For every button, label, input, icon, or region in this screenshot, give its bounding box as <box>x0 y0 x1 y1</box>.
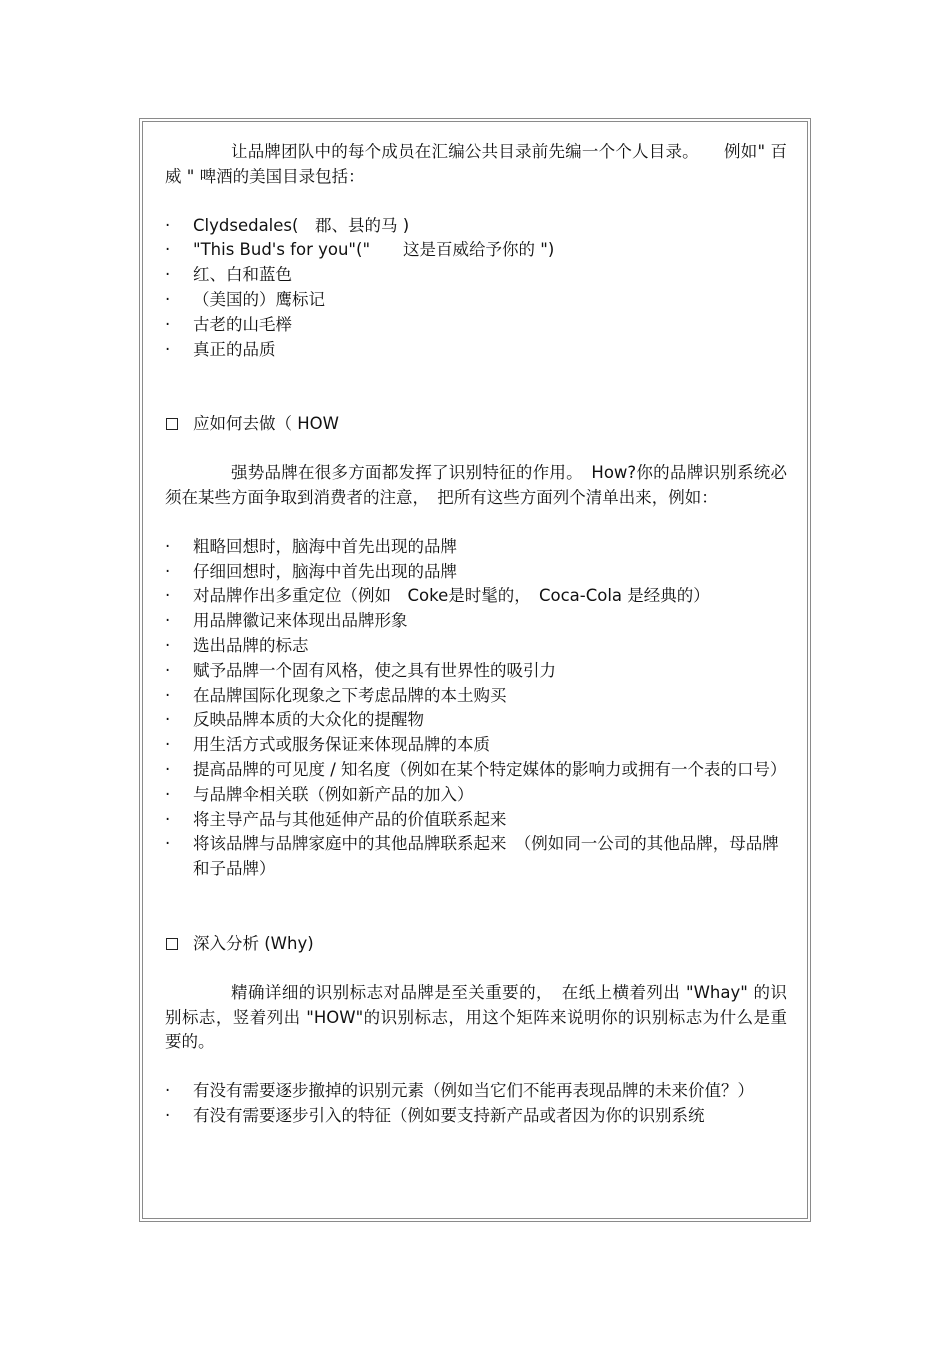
bullet-dot-icon: · <box>165 834 171 854</box>
bullet-dot-icon: · <box>165 660 171 680</box>
list-item-text: 粗略回想时，脑海中首先出现的品牌 <box>193 536 457 556</box>
section-how-heading <box>165 412 787 437</box>
section-why-heading-text: 深入分析 (Why) <box>193 933 314 953</box>
bullet-dot-icon: · <box>165 685 171 705</box>
section-why-paragraph: 精确详细的识别标志对品牌是至关重要的， 在纸上横着列出 "Whay" 的识别标志，竖着列出 "HOW"的识别标志，用这个矩阵来说明你的识别标志为什么是重要的。 <box>165 982 787 1052</box>
checkbox-square-icon <box>166 418 178 430</box>
list-item-text: 有没有需要逐步撤掉的识别元素（例如当它们不能再表现品牌的未来价值？） <box>193 1081 754 1101</box>
list-item <box>165 263 787 288</box>
bullet-dot-icon: · <box>165 759 171 779</box>
list-item <box>165 659 787 684</box>
section-how-list <box>165 535 787 882</box>
bullet-dot-icon: · <box>165 611 171 631</box>
document-body <box>165 140 787 1218</box>
bullet-dot-icon: · <box>165 536 171 556</box>
spacer <box>165 362 787 412</box>
spacer <box>165 511 787 535</box>
checkbox-square-icon <box>166 938 178 950</box>
list-item-text: 赋予品牌一个固有风格，使之具有世界性的吸引力 <box>193 660 556 680</box>
list-item-text: 红、白和蓝色 <box>193 265 292 285</box>
spacer <box>165 957 787 981</box>
list-item <box>165 214 787 239</box>
bullet-dot-icon: · <box>165 809 171 829</box>
bullet-dot-icon: · <box>165 265 171 285</box>
budweiser-list <box>165 214 787 363</box>
list-item <box>165 560 787 585</box>
list-item-text: 用品牌徽记来体现出品牌形象 <box>193 611 408 631</box>
list-item-text: 对品牌作出多重定位（例如 Coke是时髦的， Coca-Cola 是经典的） <box>193 586 710 606</box>
list-item-text: 反映品牌本质的大众化的提醒物 <box>193 710 424 730</box>
bullet-dot-icon: · <box>165 314 171 334</box>
list-item-text: 真正的品质 <box>193 339 276 359</box>
list-item <box>165 238 787 263</box>
list-item <box>165 832 787 882</box>
list-item <box>165 634 787 659</box>
list-item-text: 将该品牌与品牌家庭中的其他品牌联系起来 （例如同一公司的其他品牌，母品牌和子品牌） <box>193 834 779 879</box>
bullet-dot-icon: · <box>165 784 171 804</box>
spacer <box>165 1055 787 1079</box>
list-item <box>165 808 787 833</box>
list-item <box>165 535 787 560</box>
section-how-paragraph: 强势品牌在很多方面都发挥了识别特征的作用。 How?你的品牌识别系统必须在某些方面争取到消费者的注意， 把所有这些方面列个清单出来，例如： <box>165 463 787 507</box>
spacer <box>165 882 787 932</box>
section-why-list <box>165 1079 787 1129</box>
list-item <box>165 338 787 363</box>
list-item-text: 选出品牌的标志 <box>193 635 309 655</box>
list-item-text: （美国的）鹰标记 <box>193 289 325 309</box>
bullet-dot-icon: · <box>165 1081 171 1101</box>
list-item <box>165 609 787 634</box>
section-how-heading-text: 应如何去做（ HOW <box>193 414 339 434</box>
bullet-dot-icon: · <box>165 1105 171 1125</box>
bullet-dot-icon: · <box>165 339 171 359</box>
list-item <box>165 758 787 783</box>
list-item-text: 将主导产品与其他延伸产品的价值联系起来 <box>193 809 507 829</box>
list-item-text: 有没有需要逐步引入的特征（例如要支持新产品或者因为你的识别系统 <box>193 1105 705 1125</box>
list-item <box>165 584 787 609</box>
list-item-text: "This Bud's for you"(" 这是百威给予你的 ") <box>193 240 555 260</box>
bullet-dot-icon: · <box>165 735 171 755</box>
intro-paragraph: 让品牌团队中的每个成员在汇编公共目录前先编一个个人目录。 例如" 百威 " 啤酒的美国目录包括： <box>165 142 787 186</box>
list-item <box>165 313 787 338</box>
spacer <box>165 437 787 461</box>
bullet-dot-icon: · <box>165 710 171 730</box>
list-item <box>165 1079 787 1104</box>
list-item <box>165 733 787 758</box>
bullet-dot-icon: · <box>165 240 171 260</box>
bullet-dot-icon: · <box>165 586 171 606</box>
list-item <box>165 1104 787 1129</box>
list-item <box>165 783 787 808</box>
section-why-heading <box>165 932 787 957</box>
list-item-text: 用生活方式或服务保证来体现品牌的本质 <box>193 735 490 755</box>
spacer <box>165 190 787 214</box>
list-item <box>165 288 787 313</box>
list-item-text: 古老的山毛榉 <box>193 314 292 334</box>
list-item-text: Clydsedales( 郡、县的马 ) <box>193 215 410 235</box>
bullet-dot-icon: · <box>165 561 171 581</box>
list-item-text: 提高品牌的可见度 / 知名度（例如在某个特定媒体的影响力或拥有一个表的口号） <box>193 759 787 779</box>
list-item <box>165 684 787 709</box>
list-item <box>165 708 787 733</box>
list-item-text: 仔细回想时，脑海中首先出现的品牌 <box>193 561 457 581</box>
bullet-dot-icon: · <box>165 215 171 235</box>
bullet-dot-icon: · <box>165 635 171 655</box>
list-item-text: 在品牌国际化现象之下考虑品牌的本土购买 <box>193 685 507 705</box>
bullet-dot-icon: · <box>165 289 171 309</box>
list-item-text: 与品牌伞相关联（例如新产品的加入） <box>193 784 474 804</box>
